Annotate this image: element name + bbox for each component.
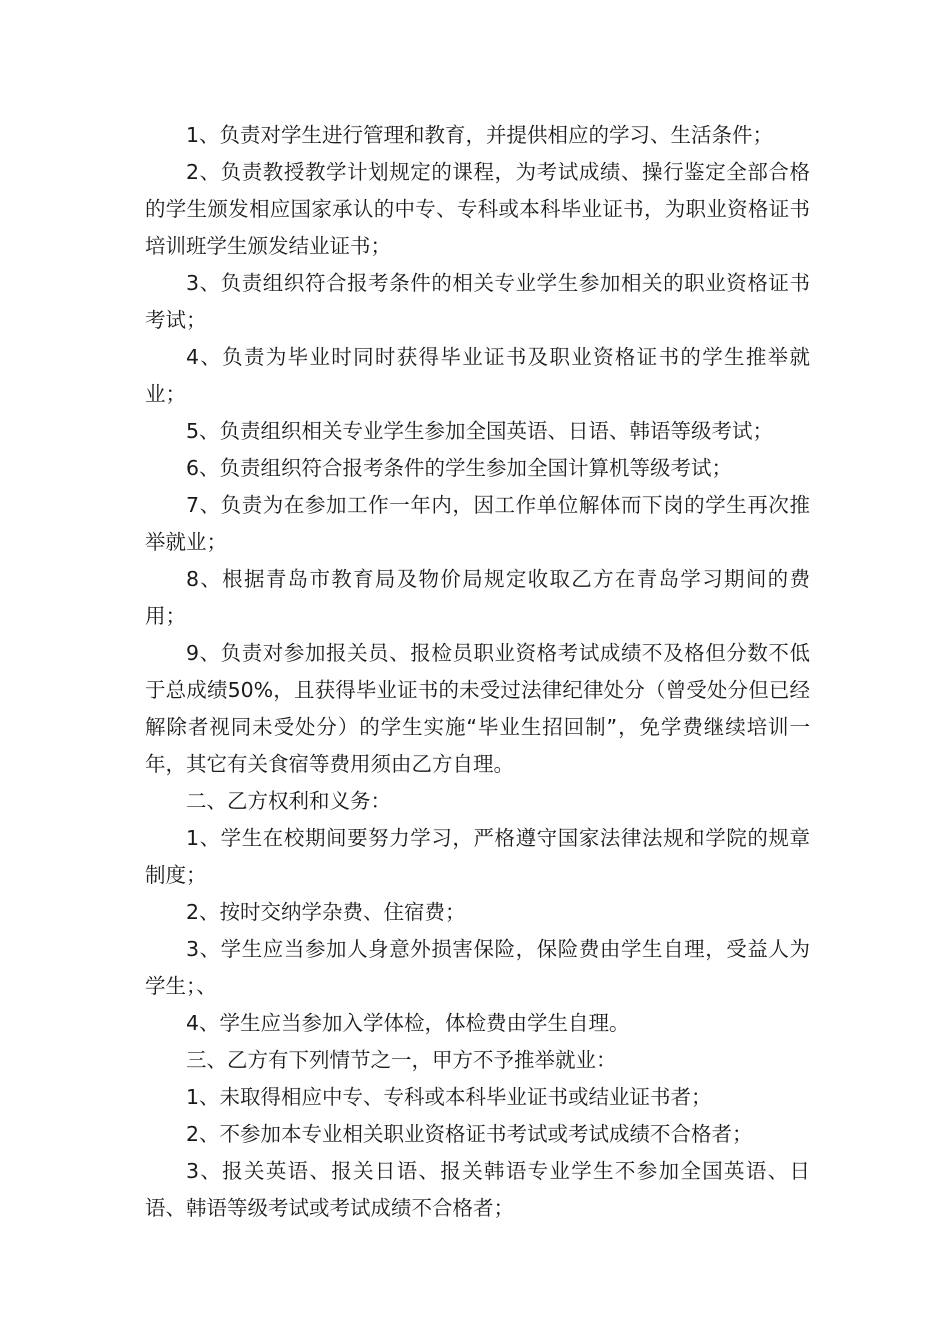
paragraph-duty-4: 4、负责为毕业时同时获得毕业证书及职业资格证书的学生推举就业； — [145, 345, 810, 406]
section-heading-2: 二、乙方权利和义务： — [186, 789, 391, 813]
paragraph-duty-3: 3、负责组织符合报考条件的相关专业学生参加相关的职业资格证书考试； — [145, 271, 810, 332]
paragraph-condition-3: 3、报关英语、报关日语、报关韩语专业学生不参加全国英语、日语、韩语等级考试或考试成绩不合格者； — [145, 1159, 810, 1220]
paragraph-duty-1: 1、负责对学生进行管理和教育，并提供相应的学习、生活条件； — [186, 123, 774, 147]
document-body — [145, 117, 810, 1227]
paragraph-duty-7: 7、负责为在参加工作一年内，因工作单位解体而下岗的学生再次推举就业； — [145, 493, 810, 554]
paragraph-duty-5: 5、负责组织相关专业学生参加全国英语、日语、韩语等级考试； — [186, 419, 774, 443]
paragraph-condition-2: 2、不参加本专业相关职业资格证书考试或考试成绩不合格者； — [186, 1122, 753, 1146]
paragraph-right-1: 1、学生在校期间要努力学习，严格遵守国家法律法规和学院的规章制度； — [145, 826, 810, 887]
paragraph-right-3: 3、学生应当参加人身意外损害保险，保险费由学生自理，受益人为学生；、 — [145, 937, 810, 998]
paragraph-right-4: 4、学生应当参加入学体检，体检费由学生自理。 — [186, 1011, 630, 1035]
paragraph-duty-6: 6、负责组织符合报考条件的学生参加全国计算机等级考试； — [186, 456, 733, 480]
paragraph-condition-1: 1、未取得相应中专、专科或本科毕业证书或结业证书者； — [186, 1085, 712, 1109]
section-heading-3: 三、乙方有下列情节之一，甲方不予推举就业： — [186, 1048, 617, 1072]
paragraph-duty-2: 2、负责教授教学计划规定的课程，为考试成绩、操行鉴定全部合格的学生颁发相应国家承认的中专、专科或本科毕业证书，为职业资格证书培训班学生颁发结业证书； — [145, 160, 810, 258]
paragraph-duty-9: 9、负责对参加报关员、报检员职业资格考试成绩不及格但分数不低于总成绩50%，且获得毕业证书的未受过法律纪律处分（曾受处分但已经解除者视同未受处分）的学生实施“毕业生招回制”，免学费继续培训一年，其它有关食宿等费用须由乙方自理。 — [145, 641, 810, 776]
paragraph-duty-8: 8、根据青岛市教育局及物价局规定收取乙方在青岛学习期间的费用； — [145, 567, 810, 628]
paragraph-right-2: 2、按时交纳学杂费、住宿费； — [186, 900, 466, 924]
